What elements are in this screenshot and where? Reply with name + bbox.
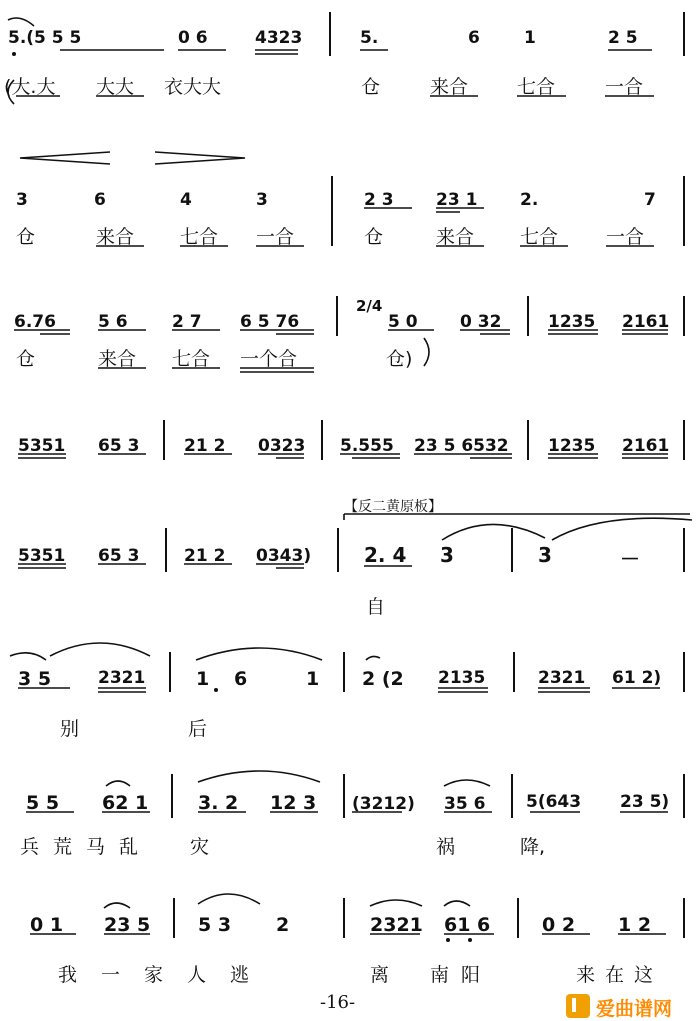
lyric-text: 兵荒马乱: [20, 836, 153, 858]
lyric-text: 一合: [256, 226, 295, 248]
low-octave-dot: [214, 688, 218, 692]
note-group: 5 3: [198, 914, 232, 936]
note-group: 23 1: [436, 190, 478, 210]
tempo-marking: 【反二黄原板】: [344, 499, 442, 515]
lyric-text: 一合: [606, 226, 645, 248]
note-group: 5.555: [340, 436, 394, 456]
note-group: 2 (2: [362, 668, 404, 690]
note-group: 2321: [98, 668, 146, 688]
lyric-text: 我一家人逃: [58, 964, 274, 986]
note-group: 1: [196, 668, 210, 690]
slur: [198, 894, 260, 904]
lyric-text: 七合: [520, 226, 559, 248]
slur: [370, 900, 422, 906]
slur: [444, 901, 470, 906]
lyric-text: 仓: [16, 226, 36, 248]
slur: [442, 524, 545, 540]
note-group: 3: [440, 543, 454, 567]
slur: [552, 518, 692, 540]
note-group: 5351: [18, 436, 66, 456]
lyric-text: 降,: [520, 836, 546, 858]
note-group: 2135: [438, 668, 486, 688]
lyric-text: 来合: [98, 348, 137, 370]
note-group: 5.: [360, 28, 379, 48]
note-group: 62 1: [102, 792, 149, 814]
slur: [104, 903, 130, 908]
decrescendo-mark: [20, 152, 110, 164]
note-group: 1235: [548, 436, 596, 456]
note-group: 5 5: [26, 792, 60, 814]
slur: [8, 18, 34, 26]
lyric-text: 仓: [361, 76, 381, 98]
note-group: 6 5 76: [240, 312, 300, 332]
lyric-text: 灾: [190, 836, 210, 858]
note-group: 12 3: [270, 792, 317, 814]
note-group: 2. 4: [364, 543, 407, 567]
lyric-text: 一合: [605, 76, 644, 98]
note-group: 65 3: [98, 546, 140, 566]
note-group: 0 2: [542, 914, 576, 936]
note-group: 2: [276, 914, 290, 936]
slur: [106, 781, 130, 786]
lyric-text: 仓: [364, 226, 384, 248]
note-group: 23 5: [104, 914, 151, 936]
lyric-text: 南阳: [430, 964, 493, 986]
lyric-text: 后: [188, 718, 208, 740]
note-group: 35 6: [444, 794, 486, 814]
note-group: 0343): [256, 546, 312, 566]
note-group: 0 6: [178, 28, 208, 48]
note-group: 23 5): [620, 792, 670, 812]
logo-icon: [566, 994, 590, 1018]
slur: [50, 643, 150, 656]
lyric-text: 来在这: [576, 964, 664, 986]
note-group: 6: [468, 28, 480, 48]
lyric-text: 大大: [96, 76, 135, 98]
lyric-text: (大.大: [4, 76, 56, 98]
note-group: 2 7: [172, 312, 202, 332]
note-group: 0 1: [30, 914, 64, 936]
note-group: 23 5 6532: [414, 436, 509, 456]
low-octave-dot: [446, 938, 450, 942]
note-group: 65 3: [98, 436, 140, 456]
note-group: 61 6: [444, 914, 491, 936]
note-group: 3: [256, 190, 268, 210]
note-group: 5.(5 5 5: [8, 28, 82, 48]
bracket-close: [424, 338, 429, 366]
note-group: 4: [180, 190, 192, 210]
note-group: 5 6: [98, 312, 128, 332]
note-group: 61 2): [612, 668, 662, 688]
watermark: 爱曲谱网: [596, 998, 673, 1020]
lyric-text: 来合: [430, 76, 469, 98]
lyric-text: 离: [370, 964, 390, 986]
lyric-text: 别: [60, 718, 80, 740]
note-group: 1: [524, 28, 536, 48]
note-group: 1 2: [618, 914, 652, 936]
note-group: 5 0: [388, 312, 418, 332]
note-group: 6.76: [14, 312, 56, 332]
note-group: 5(643: [526, 792, 582, 812]
note-group: 21 2: [184, 436, 226, 456]
note-group: 6: [94, 190, 106, 210]
note-group: 1: [306, 668, 320, 690]
note-group: 5351: [18, 546, 66, 566]
slur: [196, 648, 322, 660]
slur: [198, 771, 320, 782]
slur: [10, 653, 46, 660]
low-octave-dot: [12, 52, 16, 56]
bracket-open: [8, 80, 14, 104]
note-group: 6: [234, 668, 248, 690]
note-group: 1235: [548, 312, 596, 332]
note-group: 2321: [370, 914, 423, 936]
note-group: 2321: [538, 668, 586, 688]
low-octave-dot: [468, 938, 472, 942]
crescendo-mark: [155, 152, 245, 164]
lyric-text: 祸: [436, 836, 456, 858]
note-group: 0323: [258, 436, 306, 456]
note-group: 2 3: [364, 190, 394, 210]
lyric-text: 来合: [96, 226, 135, 248]
lyric-text: 七合: [517, 76, 556, 98]
slur: [366, 656, 380, 660]
note-group: 2.: [520, 190, 539, 210]
note-group: 2161: [622, 436, 670, 456]
lyric-text: 一个合: [240, 348, 298, 370]
lyric-text: 仓): [386, 348, 413, 370]
lyric-text: 衣大大: [164, 76, 222, 98]
note-group: 3: [538, 543, 552, 567]
lyric-text: 自: [366, 596, 386, 618]
note-group: 2 5: [608, 28, 638, 48]
slur: [444, 780, 490, 786]
note-group: 3 5: [18, 668, 52, 690]
note-group: 7: [644, 190, 656, 210]
time-signature: 2/4: [356, 297, 383, 315]
lyric-text: 仓: [16, 348, 36, 370]
note-group: 3. 2: [198, 792, 239, 814]
note-group: 2161: [622, 312, 670, 332]
note-group: 3: [16, 190, 28, 210]
lyric-text: 来合: [436, 226, 475, 248]
page-number: -16-: [320, 992, 356, 1013]
note-group: －: [620, 547, 640, 571]
note-group: 4323: [255, 28, 303, 48]
lyric-text: 七合: [180, 226, 219, 248]
note-group: (3212): [352, 794, 415, 814]
note-group: 0 32: [460, 312, 502, 332]
note-group: 21 2: [184, 546, 226, 566]
lyric-text: 七合: [172, 348, 211, 370]
